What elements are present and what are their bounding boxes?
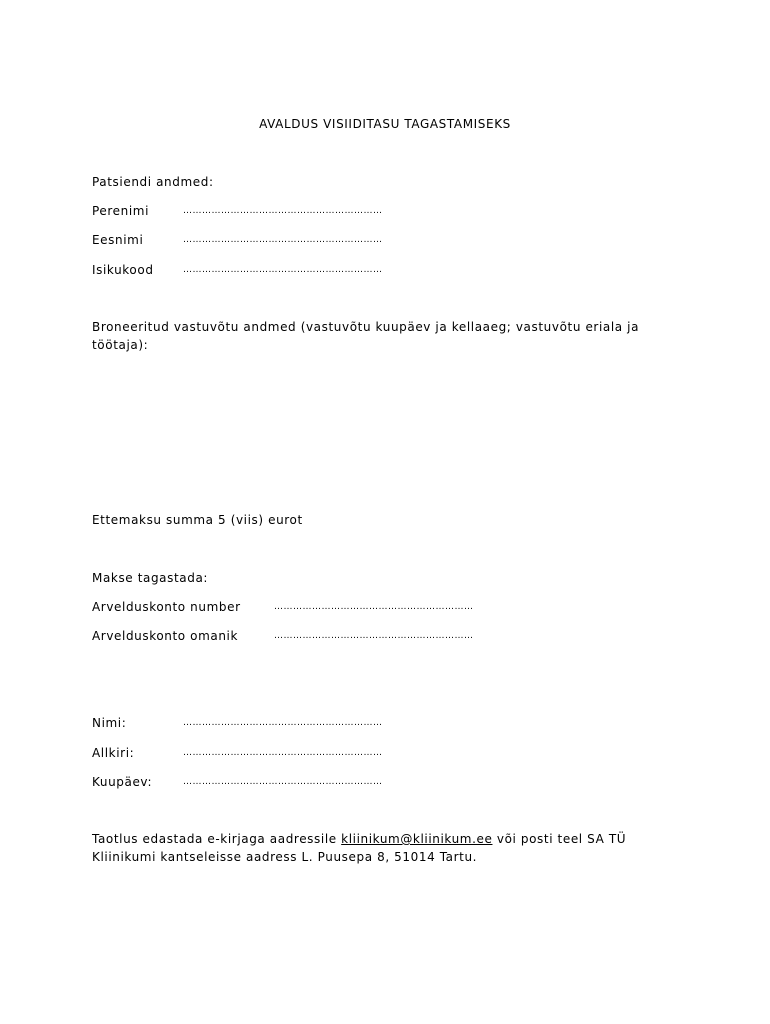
field-input-perenimi[interactable]: ……………………………………………………… (183, 206, 383, 216)
prepayment-text: Ettemaksu summa 5 (viis) eurot (92, 513, 303, 527)
field-input-account-number[interactable]: ……………………………………………………… (274, 602, 474, 612)
field-label-perenimi: Perenimi (92, 204, 150, 218)
field-input-nimi[interactable]: ……………………………………………………… (183, 718, 383, 728)
footer-line1 (92, 832, 626, 846)
field-input-allkiri[interactable]: ……………………………………………………… (183, 748, 383, 758)
field-input-kuupaev[interactable]: ……………………………………………………… (183, 777, 383, 787)
footer-line2: Kliinikumi kantseleisse aadress L. Puusepa 8, 51014 Tartu. (92, 850, 478, 864)
footer-text-before: Taotlus edastada e-kirjaga aadressile (92, 832, 342, 846)
field-label-account-owner: Arvelduskonto omanik (92, 629, 239, 643)
field-label-account-number: Arvelduskonto number (92, 600, 241, 614)
field-input-account-owner[interactable]: ……………………………………………………… (274, 631, 474, 641)
field-label-eesnimi: Eesnimi (92, 233, 144, 247)
refund-section-heading: Makse tagastada: (92, 571, 209, 585)
booking-section-line1: Broneeritud vastuvõtu andmed (vastuvõtu kuupäev ja kellaaeg; vastuvõtu eriala ja (92, 320, 640, 334)
field-input-isikukood[interactable]: ……………………………………………………… (183, 265, 383, 275)
field-label-isikukood: Isikukood (92, 263, 154, 277)
field-input-eesnimi[interactable]: ……………………………………………………… (183, 235, 383, 245)
document-title: AVALDUS VISIIDITASU TAGASTAMISEKS (259, 117, 511, 131)
footer-text-after: või posti teel SA TÜ (492, 832, 627, 846)
email-link[interactable]: kliinikum@kliinikum.ee (341, 832, 493, 846)
booking-section-line2: töötaja): (92, 338, 149, 352)
patient-section-heading: Patsiendi andmed: (92, 175, 214, 189)
field-label-nimi: Nimi: (92, 716, 127, 730)
field-label-allkiri: Allkiri: (92, 746, 135, 760)
field-label-kuupaev: Kuupäev: (92, 775, 153, 789)
